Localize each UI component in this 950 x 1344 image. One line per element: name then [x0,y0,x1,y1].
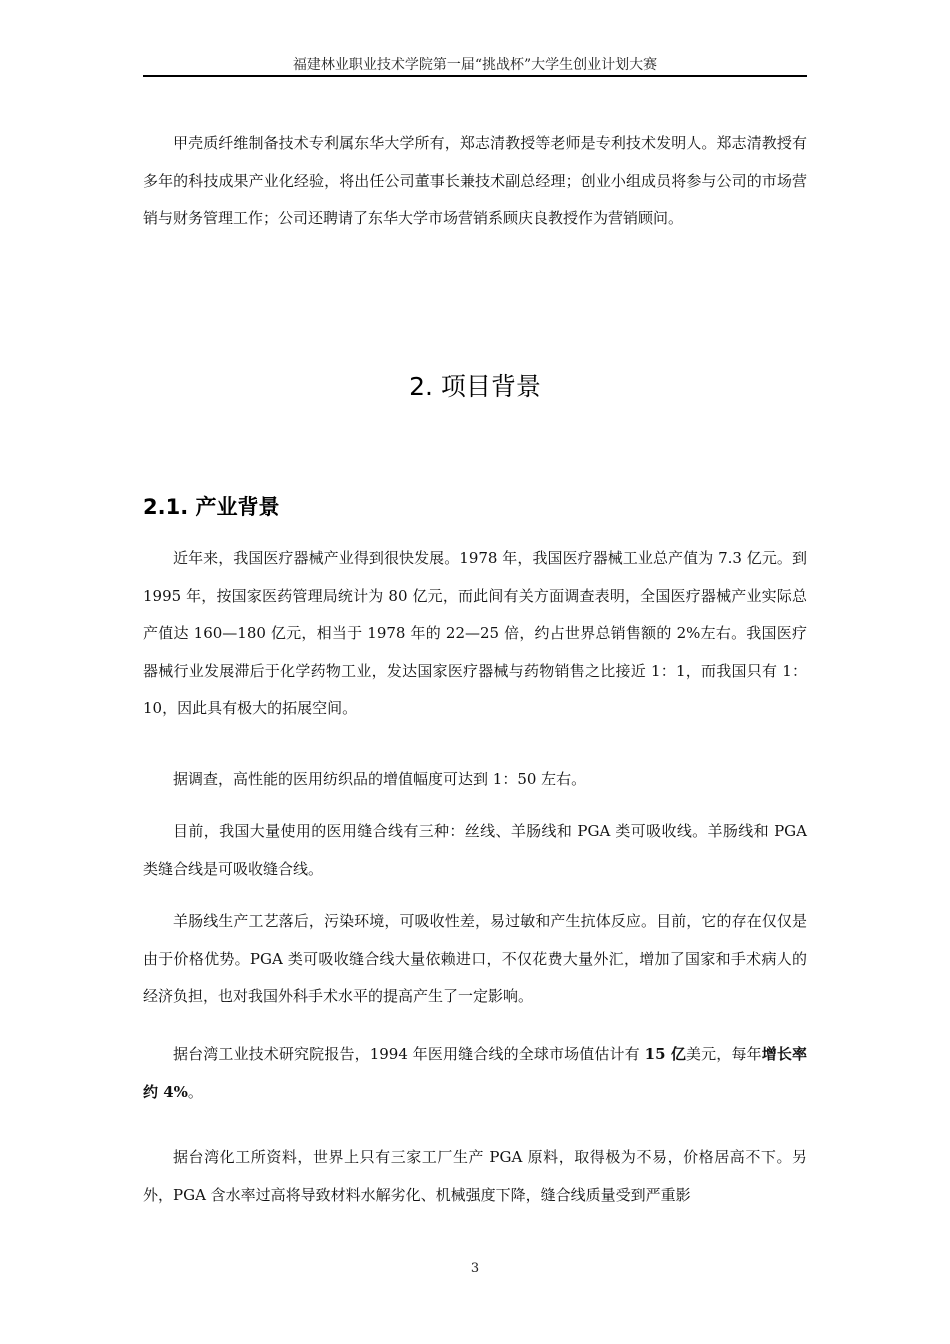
page-header: 福建林业职业技术学院第一届“挑战杯”大学生创业计划大赛 [292,57,658,73]
market-value-amount: 15 亿 [644,1045,687,1063]
market-value-text-3: 。 [187,1082,203,1101]
paragraph-suture-types: 目前，我国大量使用的医用缝合线有三种：丝线、羊肠线和 PGA 类可吸收线。羊肠线和 PGA 类缝合线是可吸收缝合线。 [143,822,807,878]
market-growth-rate: 增长率约 4% [143,1045,807,1101]
subsection-heading: 2.1. 产业背景 [143,495,280,519]
section-heading: 2. 项目背景 [409,372,541,401]
header-divider [143,75,807,77]
paragraph-pga-supply: 据台湾化工所资料，世界上只有三家工厂生产 PGA 原料，取得极为不易，价格居高不下。另外，PGA 含水率过高将导致材料水解劣化、机械强度下降，缝合线质量受到严重影 [143,1148,807,1204]
intro-paragraph: 甲壳质纤维制备技术专利属东华大学所有，郑志清教授等老师是专利技术发明人。郑志清教授有多年的科技成果产业化经验，将出任公司董事长兼技术副总经理；创业小组成员将参与公司的市场营销与财务管理工作；公司还聘请了东华大学市场营销系顾庆良教授作为营销顾问。 [143,134,807,227]
page-number: 3 [470,1261,480,1276]
market-value-text-1: 据台湾工业技术研究院报告，1994 年医用缝合线的全球市场值估计有 [173,1045,645,1063]
paragraph-value-added: 据调查，高性能的医用纺织品的增值幅度可达到 1：50 左右。 [173,770,587,788]
paragraph-catgut-pga: 羊肠线生产工艺落后，污染环境，可吸收性差，易过敏和产生抗体反应。目前，它的存在仅仅是由于价格优势。PGA 类可吸收缝合线大量依赖进口，不仅花费大量外汇，增加了国家和手术病人的经济负担，也对我国外科手术水平的提高产生了一定影响。 [143,912,807,1005]
market-value-text-2: 美元，每年 [686,1045,762,1063]
paragraph-market-value [143,1036,807,1111]
paragraph-industry-growth: 近年来，我国医疗器械产业得到很快发展。1978 年，我国医疗器械工业总产值为 7.3 亿元。到 1995 年，按国家医药管理局统计为 80 亿元，而此间有关方面调查表明，全国医疗器械产业实际总产值达 160—180 亿元，相当于 1978 年的 22—25 倍，约占世界总销售额的 2%左右。我国医疗器械行业发展滞后于化学药物工业，发达国家医疗器械与药物销售之比接近 1：1，而我国只有 1：10，因此具有极大的拓展空间。 [143,549,807,717]
